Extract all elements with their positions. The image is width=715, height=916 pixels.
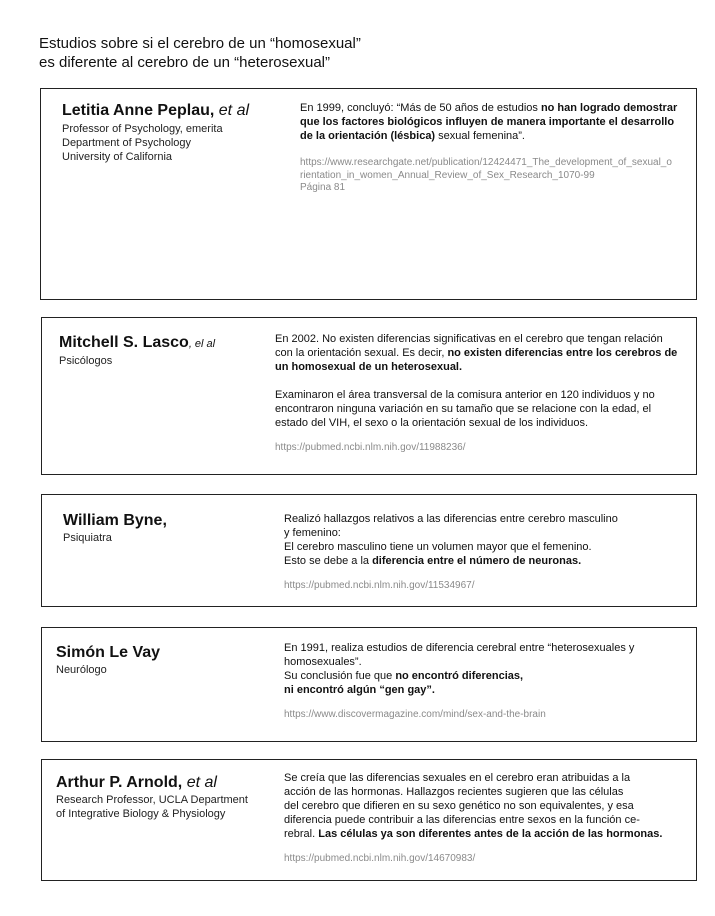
- source-url[interactable]: https://www.researchgate.net/publication/12424471_The_development_of_sexual_orientation_in_women_Annual_Review_of_Sex_Research_1070-99: [300, 157, 672, 181]
- et-al-label: et al: [186, 774, 217, 791]
- study-card-lasco: [41, 317, 697, 475]
- page-reference: Página 81: [300, 182, 346, 193]
- author-name: Mitchell S. Lasco, el al: [59, 334, 216, 351]
- study-summary: En 1999, concluyó: “Más de 50 años de estudios no han logrado demostrar que los factores biológicos influyen de manera importante el desarrollo de la orientación (lésbica) sexual femenina”. https://www.researchgate.net/publication/12424471_The_development_of_sexual_orientation_in_women_Annual_Review_of_Sex_Research_1070-99 Página 81: [300, 101, 685, 195]
- author-name: William Byne,: [63, 512, 167, 529]
- page-title-line-1: Estudios sobre si el cerebro de un “homosexual”: [39, 35, 361, 52]
- source-url[interactable]: https://pubmed.ncbi.nlm.nih.gov/14670983/: [284, 853, 476, 864]
- study-summary: En 2002. No existen diferencias significativas en el cerebro que tengan relación con la orientación sexual. Es decir, no existen diferencias entre los cerebros de un homosexual de un heterosexual. Examinaron el área transversal de la comisura anterior en 120 individuos y no encontraron ninguna variación en su tamaño que se relacione con la edad, el estado del VIH, el sexo o la orientación sexual de los individuos. https://pubmed.ncbi.nlm.nih.gov/11988236/: [275, 332, 680, 455]
- study-card-peplau: [40, 88, 697, 300]
- page-title: [39, 34, 639, 72]
- source-url[interactable]: https://www.discovermagazine.com/mind/sex-and-the-brain: [284, 709, 546, 720]
- study-card-levay: [41, 627, 697, 742]
- key-finding: no han logrado demostrar que los factores biológicos influyen de manera importante el desarrollo de la orientación (lésbica): [300, 102, 678, 142]
- key-finding-2: ni encontró algún “gen gay”.: [284, 684, 435, 696]
- key-finding: no encontró diferencias,: [395, 670, 524, 682]
- source-url[interactable]: https://pubmed.ncbi.nlm.nih.gov/11988236/: [275, 442, 466, 453]
- study-card-arnold: [41, 759, 697, 881]
- author-name: Letitia Anne Peplau, et al: [62, 102, 250, 119]
- et-al-label: et al: [218, 102, 250, 119]
- author-name: Simón Le Vay: [56, 644, 161, 661]
- study-summary: Realizó hallazgos relativos a las diferencias entre cerebro masculino y femenino: El cerebro masculino tiene un volumen mayor que el femenino. Esto se debe a la diferencia entre el número de neuronas. https://pubmed.ncbi.nlm.nih.gov/11534967/: [284, 512, 684, 593]
- study-detail: Examinaron el área transversal de la comisura anterior en 120 individuos y no encontraron ninguna variación en su tamaño que se relacione con la edad, el estado del VIH, el sexo o la orientación sexual de los individuos.: [275, 389, 655, 429]
- study-card-byne: [41, 494, 697, 607]
- author-name: Arthur P. Arnold, et al: [56, 774, 217, 791]
- key-finding: Las células ya son diferentes antes de la acción de las hormonas.: [318, 828, 663, 840]
- author-affiliation: Neurólogo: [56, 664, 107, 676]
- key-finding: no existen diferencias entre los cerebros de un homosexual de un heterosexual.: [275, 347, 678, 373]
- author-affiliation: Professor of Psychology, emerita Department of Psychology University of California: [62, 123, 223, 163]
- key-finding: diferencia entre el número de neuronas.: [372, 555, 582, 567]
- study-summary: En 1991, realiza estudios de diferencia cerebral entre “heterosexuales y homosexuales”. Su conclusión fue que no encontró diferencias, ni encontró algún “gen gay”. https://www.discovermagazine.com/mind/sex-and-the-brain: [284, 641, 684, 722]
- author-affiliation: Research Professor, UCLA Department of Integrative Biology & Physiology: [56, 794, 248, 820]
- page-title-line-2: es diferente al cerebro de un “heterosexual”: [39, 54, 331, 71]
- author-affiliation: Psicólogos: [59, 355, 113, 367]
- author-affiliation: Psiquiatra: [63, 532, 112, 544]
- study-summary: Se creía que las diferencias sexuales en el cerebro eran atribuidas a la acción de las hormonas. Hallazgos recientes sugieren que las células del cerebro que difieren en su sexo genético no son equivalentes, y esa diferencia puede contribuir a las diferencias entre sexos en la función ce- rebral. Las células ya son diferentes antes de la acción de las hormonas. https://pubmed.ncbi.nlm.nih.gov/14670983/: [284, 771, 684, 866]
- et-al-label: , el al: [188, 338, 216, 350]
- source-url[interactable]: https://pubmed.ncbi.nlm.nih.gov/11534967/: [284, 580, 475, 591]
